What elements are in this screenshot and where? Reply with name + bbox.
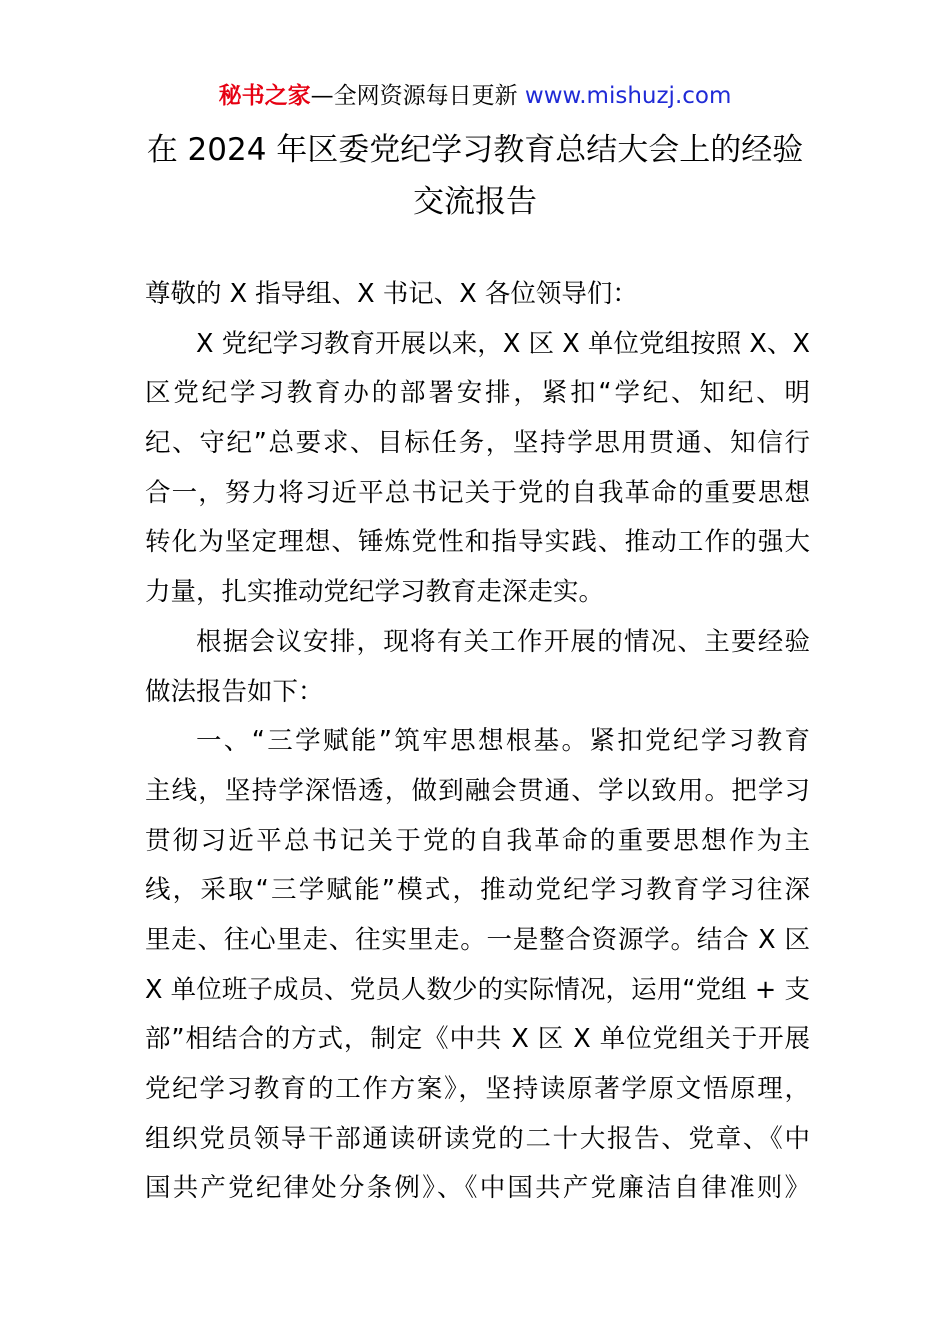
- document-title: [100, 124, 850, 228]
- site-header: [0, 80, 950, 112]
- document-body: [145, 270, 810, 1214]
- paragraph-line: 一、“三学赋能”筑牢思想根基。紧扣党纪学习教育: [196, 726, 810, 757]
- paragraph-line: 转化为坚定理想、锤炼党性和指导实践、推动工作的强大: [145, 527, 810, 558]
- site-tagline: —全网资源每日更新: [310, 83, 525, 109]
- paragraph-line: 做法报告如下：: [145, 676, 324, 707]
- title-line-2: 交流报告: [413, 184, 537, 220]
- paragraph-line: 根据会议安排，现将有关工作开展的情况、主要经验: [196, 626, 810, 657]
- paragraph-line: 主线，坚持学深悟透，做到融会贯通、学以致用。把学习: [145, 775, 810, 806]
- paragraph-line: 贯彻习近平总书记关于党的自我革命的重要思想作为主: [145, 825, 810, 856]
- paragraph-line: X 党纪学习教育开展以来，X 区 X 单位党组按照 X、X: [196, 328, 810, 359]
- paragraph-line: 力量，扎实推动党纪学习教育走深走实。: [145, 577, 605, 608]
- paragraph-line: 组织党员领导干部通读研读党的二十大报告、党章、《中: [145, 1123, 810, 1154]
- paragraph-line: 区党纪学习教育办的部署安排，紧扣“学纪、知纪、明: [145, 378, 810, 409]
- paragraph-line: 线，采取“三学赋能”模式，推动党纪学习教育学习往深: [145, 875, 810, 906]
- paragraph-1: [145, 320, 810, 618]
- site-brand: 秘书之家: [218, 83, 311, 109]
- paragraph-line: 纪、守纪”总要求、目标任务，坚持学思用贯通、知信行: [145, 428, 810, 459]
- paragraph-line: 里走、往心里走、往实里走。一是整合资源学。结合 X 区: [145, 924, 810, 955]
- site-url[interactable]: www.mishuzj.com: [524, 83, 732, 109]
- paragraph-3: [145, 717, 810, 1214]
- title-line-1: 在 2024 年区委党纪学习教育总结大会上的经验: [146, 132, 804, 168]
- paragraph-line: 合一，努力将习近平总书记关于党的自我革命的重要思想: [145, 477, 810, 508]
- paragraph-line: 部”相结合的方式，制定《中共 X 区 X 单位党组关于开展: [145, 1024, 810, 1055]
- paragraph-2: [145, 618, 810, 717]
- paragraph-line: 国共产党纪律处分条例》、《中国共产党廉洁自律准则》: [145, 1173, 810, 1204]
- salutation: 尊敬的 X 指导组、X 书记、X 各位领导们：: [145, 279, 638, 309]
- paragraph-line: X 单位班子成员、党员人数少的实际情况，运用“党组 + 支: [145, 974, 810, 1005]
- paragraph-line: 党纪学习教育的工作方案》，坚持读原著学原文悟原理，: [145, 1074, 810, 1104]
